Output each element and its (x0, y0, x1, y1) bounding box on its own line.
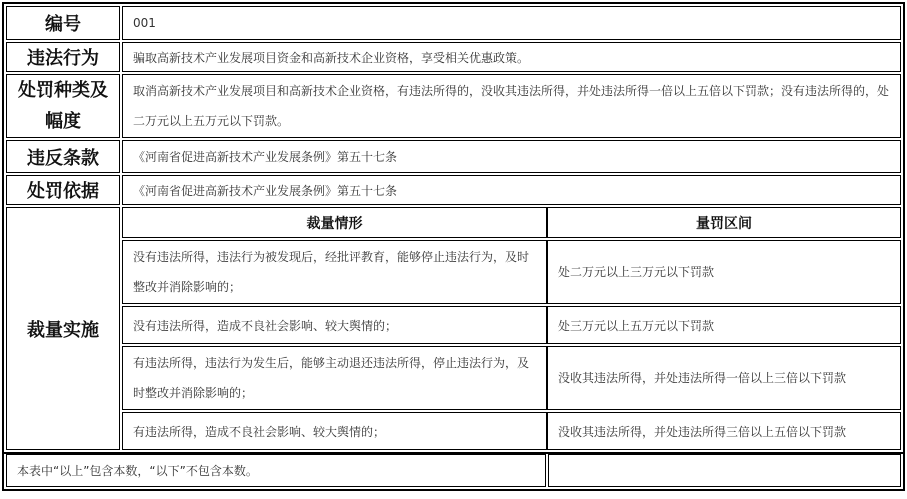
basis-value: 《河南省促进高新技术产业发展条例》第五十七条 (122, 175, 901, 205)
situation-cell: 没有违法所得，造成不良社会影响、较大舆情的； (122, 306, 547, 344)
penalty-discretion-table (2, 2, 905, 454)
note-extra (548, 454, 901, 487)
violation-value: 骗取高新技术产业发展项目资金和高新技术企业资格，享受相关优惠政策。 (122, 42, 901, 72)
row-penalty (6, 74, 901, 138)
basis-label: 处罚依据 (6, 175, 120, 205)
range-cell: 处二万元以上三万元以下罚款 (547, 240, 901, 304)
note-table (2, 452, 905, 491)
header-range: 量罚区间 (547, 207, 901, 238)
discretion-subtable (122, 205, 901, 452)
discretion-row (122, 346, 901, 410)
clause-value: 《河南省促进高新技术产业发展条例》第五十七条 (122, 140, 901, 173)
row-discretion (6, 207, 901, 450)
penalty-label: 处罚种类及幅度 (6, 74, 120, 138)
row-violation (6, 42, 901, 72)
penalty-value: 取消高新技术产业发展项目和高新技术企业资格，有违法所得的，没收其违法所得，并处违法所得一倍以上五倍以下罚款；没有违法所得的，处二万元以上五万元以下罚款。 (122, 74, 901, 138)
row-id (6, 6, 901, 40)
discretion-label: 裁量实施 (6, 207, 120, 450)
clause-label: 违反条款 (6, 140, 120, 173)
discretion-row (122, 240, 901, 304)
discretion-row (122, 412, 901, 450)
range-cell: 处三万元以上五万元以下罚款 (547, 306, 901, 344)
id-value: 001 (122, 6, 901, 40)
violation-label: 违法行为 (6, 42, 120, 72)
row-note (6, 454, 901, 487)
header-situation: 裁量情形 (122, 207, 547, 238)
situation-cell: 有违法所得，造成不良社会影响、较大舆情的； (122, 412, 547, 450)
discretion-header-row (122, 207, 901, 238)
range-cell: 没收其违法所得，并处违法所得三倍以上五倍以下罚款 (547, 412, 901, 450)
id-label: 编号 (6, 6, 120, 40)
row-basis (6, 175, 901, 205)
discretion-detail (122, 207, 901, 450)
penalty-discretion-table-container (2, 2, 905, 491)
discretion-row (122, 306, 901, 344)
situation-cell: 有违法所得，违法行为发生后，能够主动退还违法所得，停止违法行为，及时整改并消除影响的； (122, 346, 547, 410)
situation-cell: 没有违法所得，违法行为被发现后，经批评教育，能够停止违法行为，及时整改并消除影响的； (122, 240, 547, 304)
range-cell: 没收其违法所得，并处违法所得一倍以上三倍以下罚款 (547, 346, 901, 410)
note-text: 本表中“以上”包含本数，“以下”不包含本数。 (6, 454, 546, 487)
row-clause (6, 140, 901, 173)
